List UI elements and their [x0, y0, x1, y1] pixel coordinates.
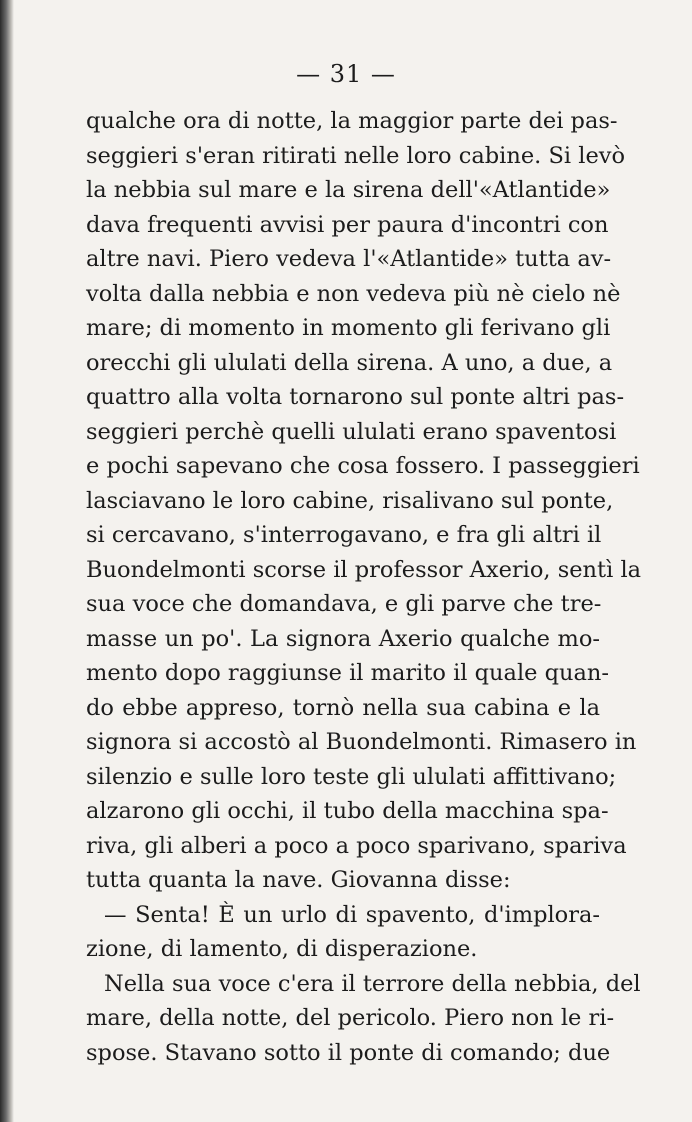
text-line: tutta quanta la nave. Giovanna disse:	[86, 867, 511, 893]
text-line: spose. Stavano sotto il ponte di comando; due	[86, 1039, 611, 1066]
text-line: volta dalla nebbia e non vedeva più nè cielo nè	[86, 280, 621, 307]
text-line: qualche ora di notte, la maggior parte dei pas-	[86, 108, 618, 134]
text-line: silenzio e sulle loro teste gli ululati affittivano;	[86, 763, 617, 790]
text-line: zione, di lamento, di disperazione.	[86, 936, 478, 962]
text-line: seggieri s'eran ritirati nelle loro cabine. Si levò	[86, 142, 626, 169]
text-line: mare, della notte, del pericolo. Piero non le ri-	[86, 1005, 615, 1031]
text-line: seggieri perchè quelli ululati erano spaventosi	[86, 418, 617, 445]
text-line: sua voce che domandava, e gli parve che tre-	[86, 591, 602, 617]
text-line: quattro alla volta tornarono sul ponte altri pas-	[86, 384, 625, 410]
text-line: do ebbe appreso, tornò nella sua cabina e la	[86, 694, 600, 721]
text-line: mare; di momento in momento gli ferivano gli	[86, 315, 611, 341]
text-line: dava frequenti avvisi per paura d'incontri con	[86, 211, 609, 238]
text-line: signora si accostò al Buondelmonti. Rimasero in	[86, 729, 637, 755]
text-line: riva, gli alberi a poco a poco sparivano, spariva	[86, 832, 627, 859]
text-line: Buondelmonti scorse il professor Axerio, sentì la	[86, 556, 642, 583]
text-line: la nebbia sul mare e la sirena dell'«Atlantide»	[86, 177, 611, 203]
book-spine-shadow	[0, 0, 14, 1122]
text-line: e pochi sapevano che cosa fossero. I passeggieri	[86, 453, 640, 479]
text-line: altre navi. Piero vedeva l'«Atlantide» tutta av-	[86, 246, 612, 272]
text-line: orecchi gli ululati della sirena. A uno, a due, a	[86, 349, 613, 376]
text-line: — Senta! È un urlo di spavento, d'implora-	[104, 901, 600, 928]
text-line: mento dopo raggiunse il marito il quale quan-	[86, 660, 610, 686]
body-text	[86, 104, 642, 1070]
text-line: alzarono gli occhi, il tubo della macchina spa-	[86, 798, 609, 824]
page-number: — 31 —	[296, 60, 396, 88]
text-line: Nella sua voce c'era il terrore della nebbia, del	[104, 970, 641, 997]
text-line: lasciavano le loro cabine, risalivano sul ponte,	[86, 487, 614, 514]
text-line: si cercavano, s'interrogavano, e fra gli altri il	[86, 522, 602, 548]
text-line: masse un po'. La signora Axerio qualche mo-	[86, 625, 600, 652]
